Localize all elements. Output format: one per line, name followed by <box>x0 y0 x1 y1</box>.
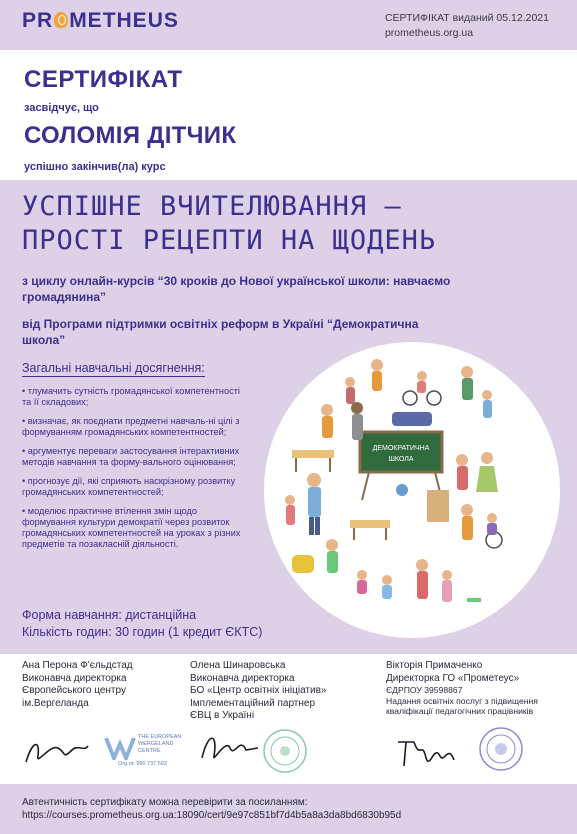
person-figure <box>456 454 468 490</box>
wergeland-text: WERGELAND <box>138 741 174 747</box>
armchair-icon <box>292 555 314 573</box>
signatories-section <box>0 654 577 784</box>
wergeland-w-icon <box>104 736 136 760</box>
wergeland-org-number: Org.nr. 990 737 593 <box>118 761 167 767</box>
course-title-line-2: ПРОСТІ РЕЦЕПТИ НА ЩОДЕНЬ <box>22 225 437 256</box>
outcome-item: • аргументує переваги застосування інтерактивних методів навчання та форму-вального оцінювання; <box>22 446 240 467</box>
sofa-icon <box>392 412 432 426</box>
person-figure <box>351 402 363 440</box>
verification-link[interactable]: https://courses.prometheus.org.ua:18090/cert/9e97c851bf7d4b5a8a3da8bd6830b95d <box>22 810 402 821</box>
person-figure <box>285 495 295 525</box>
signer-wergeland <box>22 660 133 710</box>
wergeland-text: THE EUROPEAN <box>138 734 182 740</box>
signer-org: Імплементаційний партнер <box>190 697 316 709</box>
course-section <box>0 180 577 654</box>
wergeland-text: CENTRE <box>138 748 161 754</box>
site-address: prometheus.org.ua <box>384 27 474 39</box>
globe-icon <box>396 484 408 496</box>
course-series: з циклу онлайн-курсів “30 кроків до Нової української школи: навчаємо громадянина” <box>22 274 451 304</box>
person-figure <box>482 390 492 418</box>
person-figure <box>461 504 473 540</box>
completed-text: успішно закінчив(ла) курс <box>24 161 166 173</box>
signer-role: Виконавча директорка <box>190 672 295 684</box>
signer-org: Європейського центру <box>22 685 126 696</box>
study-info <box>22 607 262 641</box>
signature-coi <box>196 728 260 768</box>
outcome-item: • прогнозує дії, які сприяють наскрізному розвитку громадянських компетентностей; <box>22 476 236 497</box>
signer-name: Вікторія Примаченко <box>386 660 483 671</box>
verification-label: Автентичність сертифікату можна перевірити за посиланням: <box>22 797 308 808</box>
issue-info <box>385 11 549 41</box>
person-figure <box>357 570 367 594</box>
person-figure <box>382 575 392 599</box>
recipient-name: СОЛОМІЯ ДІТЧИК <box>24 122 237 149</box>
signer-org: ЄВЦ в Україні <box>190 710 255 721</box>
board-text-line-2: ШКОЛА <box>388 456 414 463</box>
signer-role: Директорка ГО «Прометеус» <box>386 672 520 684</box>
signer-name: Олена Шинаровська <box>190 660 286 671</box>
verification-footer <box>0 784 577 834</box>
recipient-section <box>0 50 577 180</box>
course-title <box>22 190 502 258</box>
person-figure <box>321 404 333 438</box>
signer-code: ЄДРПОУ 39598867 <box>386 685 463 695</box>
school-illustration <box>262 340 562 640</box>
study-mode: Форма навчання: дистанційна <box>22 608 197 622</box>
verification-block <box>22 796 401 822</box>
person-figure <box>371 359 383 391</box>
outcome-item: • тлумачить сутність громадянської компетентності та її складових; <box>22 386 240 407</box>
board-text-line-1: ДЕМОКРАТИЧНА <box>372 445 430 452</box>
outcome-item: • моделює практичне втілення змін щодо формування культури демократії через розвиток громадянських компетентностей на уроках з різних предметів та позакласній діяльності. <box>22 506 241 549</box>
stool-icon <box>467 598 481 602</box>
person-figure <box>345 377 355 404</box>
person-figure <box>461 366 473 400</box>
signer-role: Виконавча директорка <box>22 672 127 684</box>
outcomes-list <box>22 386 242 558</box>
certificate-header <box>0 0 577 50</box>
signer-prometheus <box>386 660 566 717</box>
signature-wergeland <box>22 732 92 768</box>
study-hours: Кількість годин: 30 годин (1 кредит ЄКТС) <box>22 625 263 639</box>
course-program: від Програми підтримки освітніх реформ в Україні “Демократична школа” <box>22 317 419 347</box>
certifies-text: засвідчує, що <box>24 102 99 114</box>
person-figure <box>326 539 338 573</box>
signer-coi <box>190 660 326 723</box>
coi-stamp <box>262 728 308 774</box>
signer-org: БО «Центр освітніх ініціатив» <box>190 685 327 696</box>
issue-date: СЕРТИФІКАТ виданий 05.12.2021 <box>384 12 549 24</box>
prometheus-logo: PR METHEUS <box>22 9 179 32</box>
signer-license: Надання освітніх послуг з підвищення кваліфікації педагогічних працівників <box>386 695 538 716</box>
certificate-title: СЕРТИФІКАТ <box>24 66 183 93</box>
person-figure <box>416 559 428 599</box>
course-title-line-1: УСПІШНЕ ВЧИТЕЛЮВАННЯ – <box>22 191 402 222</box>
person-figure <box>442 570 452 602</box>
person-figure <box>307 473 321 535</box>
signer-name: Ана Перона Ф'єльдстад <box>22 660 133 671</box>
outcomes-title: Загальні навчальні досягнення: <box>22 361 205 375</box>
lightbulb-icon <box>54 12 68 28</box>
signature-prometheus <box>392 730 462 770</box>
cabinet-icon <box>427 490 449 522</box>
signer-org: ім.Вергеланда <box>22 697 89 709</box>
outcome-item: • визначає, як поєднати предметні навчаль-ні цілі з формуванням громадянських компетентностей; <box>22 416 240 437</box>
prometheus-stamp <box>478 726 524 772</box>
